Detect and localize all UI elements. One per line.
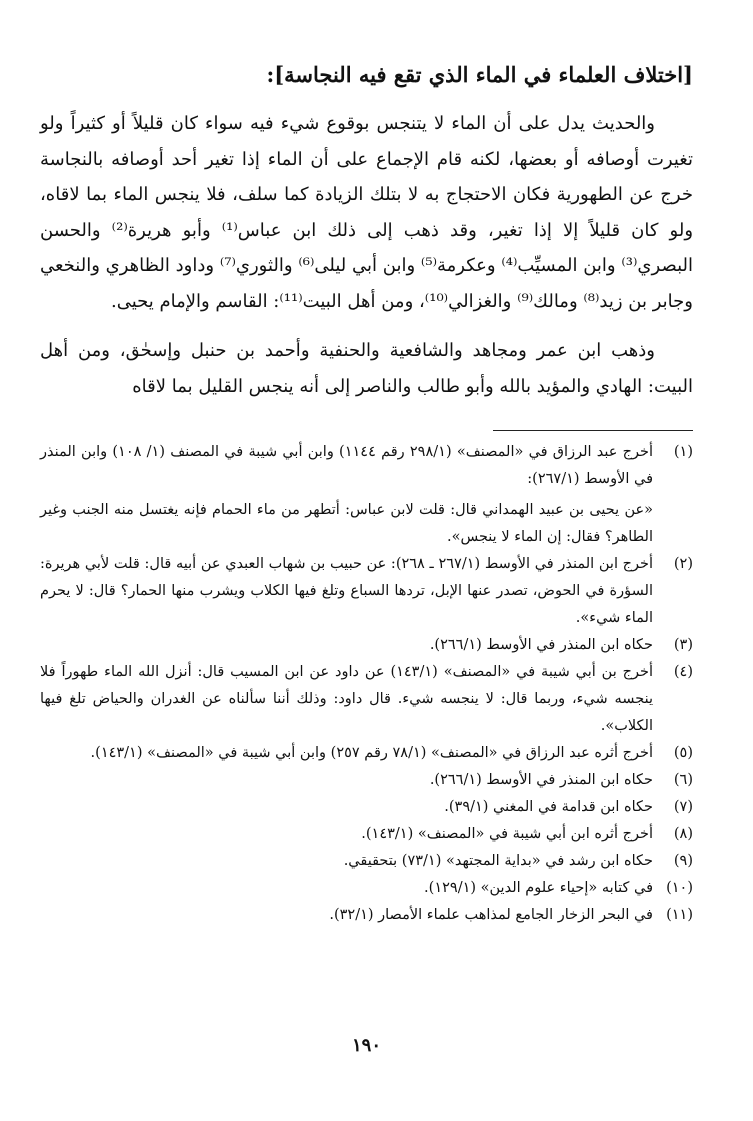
footnote-number: (١١)	[666, 907, 693, 923]
footnote-4	[40, 659, 693, 740]
footnote-quote: «عن يحيى بن عبيد الهمداني قال: قلت لابن عباس: أتطهر من ماء الحمام فإنه يغتسل منه الجنب وغير الطاهر؟ فقال: إن الماء لا ينجس».	[40, 502, 653, 545]
footnote-9	[40, 848, 693, 875]
footnote-text: في البحر الزخار الجامع لمذاهب علماء الأمصار (٣٢/١).	[329, 907, 653, 923]
footnote-6	[40, 767, 693, 794]
footnote-number: (٧)	[673, 799, 693, 815]
footnote-number: (١)	[673, 444, 693, 460]
footnote-11	[40, 902, 693, 929]
footnote-number: (٢)	[673, 556, 693, 572]
footnote-7	[40, 794, 693, 821]
footnote-number: (٦)	[673, 772, 693, 788]
footnote-10	[40, 875, 693, 902]
body-paragraph-2: وذهب ابن عمر ومجاهد والشافعية والحنفية وأحمد بن حنبل وإسحٰق، ومن أهل البيت: الهادي والمؤيد بالله وأبو طالب والناصر إلى أنه ينجس القليل بما لاقاه	[40, 340, 693, 397]
footnote-text: أخرج بن أبي شيبة في «المصنف» (١٤٣/١) عن داود عن ابن المسيب قال: أنزل الله الماء طهوراً فلا ينجسه شيء، وربما قال: لا ينجسه شيء. قال داود: وذلك أننا سألناه عن الغدران والحياض تلغ فيها الكلاب».	[40, 664, 653, 734]
footnote-5	[40, 740, 693, 767]
footnote-text: أخرج أثره ابن أبي شيبة في «المصنف» (١٤٣/١).	[361, 826, 653, 842]
footnote-number: (٣)	[673, 637, 693, 653]
body-paragraph-1: والحديث يدل على أن الماء لا يتنجس بوقوع شيء فيه سواء كان قليلاً أو كثيراً ولو تغيرت أوصافه أو بعضها، لكنه قام الإجماع على أن الماء إذا تغير أحد أوصافه بالنجاسة خرج عن الطهورية فكان الاحتجاج به لا بتلك الزيادة كما سلف، فلا ينجس الماء بما لاقاه، ولو كان قليلاً إلا إذا تغير، وقد ذهب إلى ذلك ابن عباس⁽¹⁾ وأبو هريرة⁽²⁾ والحسن البصري⁽³⁾ وابن المسيِّب⁽⁴⁾ وعكرمة⁽⁵⁾ وابن أبي ليلى⁽⁶⁾ والثوري⁽⁷⁾ وداود الظاهري والنخعي وجابر بن زيد⁽⁸⁾ ومالك⁽⁹⁾ والغزالي⁽¹⁰⁾، ومن أهل البيت⁽¹¹⁾: القاسم والإمام يحيى.	[40, 113, 694, 312]
book-page	[40, 58, 693, 1121]
footnote-number: (٨)	[673, 826, 693, 842]
footnote-number: (٤)	[673, 664, 693, 680]
footnote-text: حكاه ابن المنذر في الأوسط (٢٦٦/١).	[429, 637, 653, 653]
footnote-text: أخرج ابن المنذر في الأوسط (٢٦٧/١ ـ ٢٦٨): عن حبيب بن شهاب العبدي عن أبيه قال: قلت لأبي هريرة: السؤرة في الحوض، تصدر عنها الإبل، تردها السباع وتلغ فيها الكلاب ويشرب منها الحمار؟ قال: لا يحرم الماء شيء».	[40, 556, 653, 626]
footnote-1	[40, 439, 693, 551]
footnote-divider	[493, 430, 693, 431]
footnote-text: في كتابه «إحياء علوم الدين» (١٢٩/١).	[424, 880, 653, 896]
section-heading: [اختلاف العلماء في الماء الذي تقع فيه النجاسة]:	[266, 62, 693, 87]
footnote-text: حكاه ابن قدامة في المغني (٣٩/١).	[444, 799, 653, 815]
footnote-number: (٩)	[673, 853, 693, 869]
footnote-text: حكاه ابن المنذر في الأوسط (٢٦٦/١).	[429, 772, 653, 788]
footnote-number: (١٠)	[666, 880, 693, 896]
footnotes-list	[40, 439, 693, 929]
footnote-8	[40, 821, 693, 848]
footnote-number: (٥)	[673, 745, 693, 761]
footnote-2	[40, 551, 693, 632]
footnote-text: حكاه ابن رشد في «بداية المجتهد» (٧٣/١) بتحقيقي.	[343, 853, 653, 869]
footnote-text	[40, 439, 653, 551]
footnote-text: أخرج أثره عبد الرزاق في «المصنف» (٧٨/١ رقم ٢٥٧) وابن أبي شيبة في «المصنف» (١٤٣/١).	[90, 745, 653, 761]
footnote-3	[40, 632, 693, 659]
page-number: ١٩٠	[351, 1035, 381, 1056]
footnote-citation: أخرج عبد الرزاق في «المصنف» (٢٩٨/١ رقم ١١٤٤) وابن أبي شيبة في المصنف (١/ ١٠٨) وابن المنذر في الأوسط (٢٦٧/١):	[40, 444, 653, 487]
footnote-divider-wrap	[40, 404, 693, 439]
